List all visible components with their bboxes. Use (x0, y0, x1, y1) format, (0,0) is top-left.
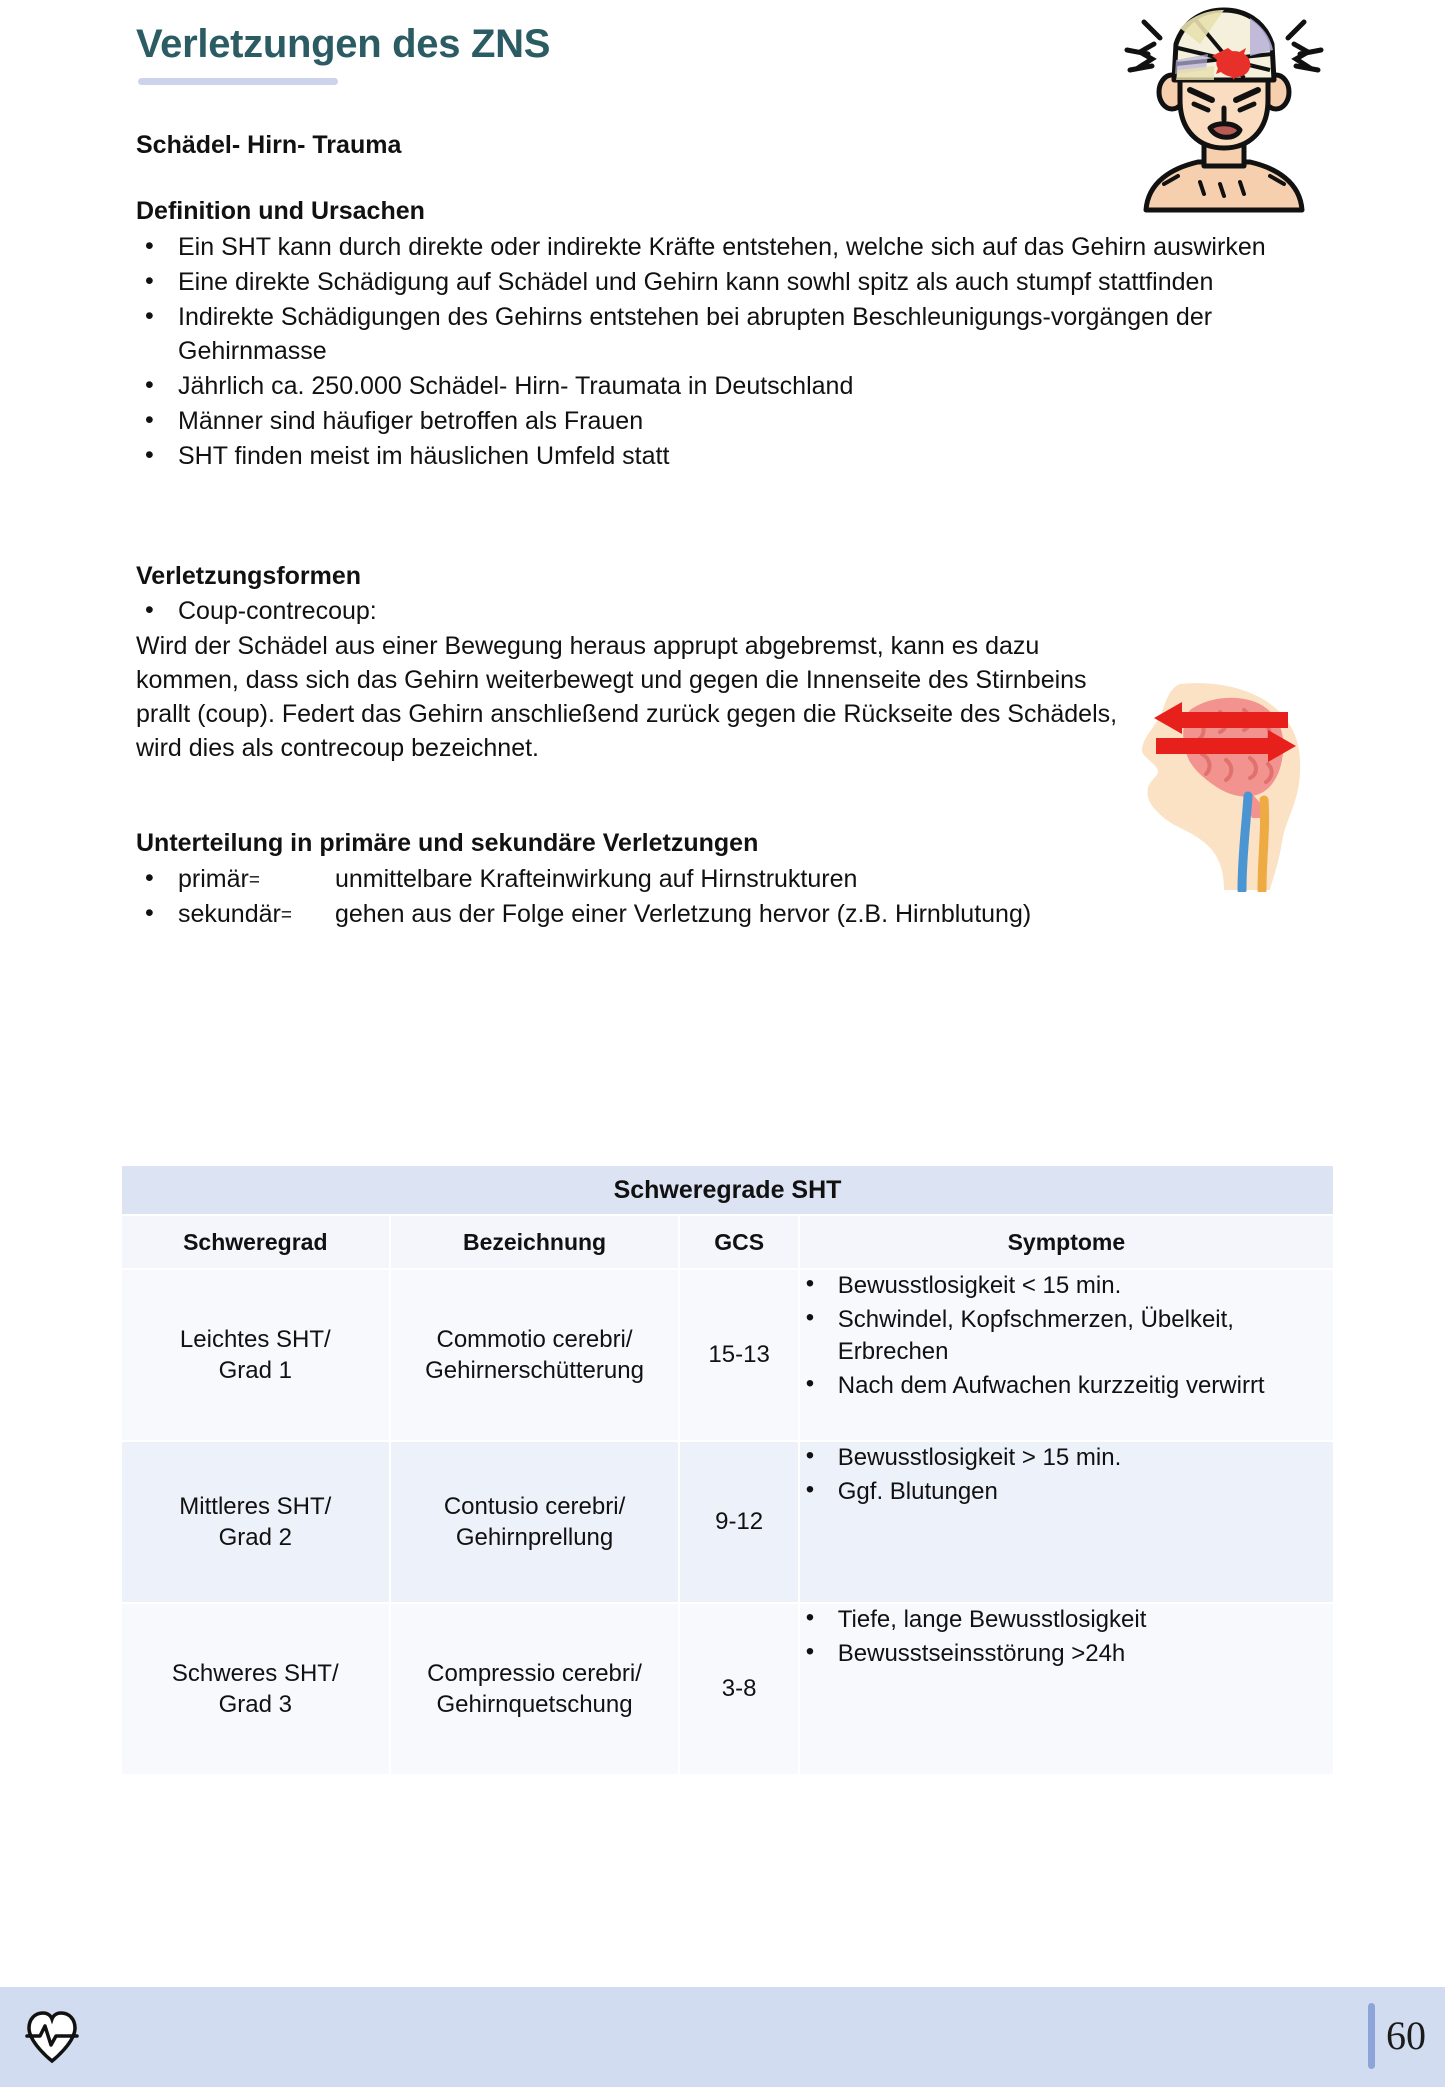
page-footer (0, 1987, 1445, 2087)
bullet-glyph: • (145, 370, 154, 399)
column-header-gcs: GCS (680, 1216, 797, 1268)
heading-unterteilung: Unterteilung in primäre und sekundäre Verletzungen (136, 829, 759, 858)
list-item (136, 439, 1316, 473)
cell-text: Contusio cerebri/ Gehirnprellung (443, 1492, 626, 1551)
table-row (122, 1604, 1333, 1774)
list-item (136, 230, 1316, 264)
table-caption: Schweregrade SHT (122, 1166, 1333, 1214)
spacer (136, 765, 1316, 827)
list-item (136, 404, 1316, 438)
list-item (136, 265, 1316, 299)
bullet-glyph: • (145, 405, 154, 434)
list-item (800, 1442, 1333, 1474)
cell-bezeichnung (391, 1604, 679, 1774)
term-definition: gehen aus der Folge einer Verletzung hervor (z.B. Hirnblutung) (334, 899, 1032, 928)
cell-schweregrad (122, 1442, 389, 1602)
page-title: Verletzungen des ZNS (136, 22, 551, 66)
cell-gcs: 3-8 (680, 1604, 797, 1774)
term-label (178, 862, 328, 896)
cell-text: Compressio cerebri/ Gehirnquetschung (427, 1659, 642, 1718)
document-body (136, 130, 1316, 932)
bullet-glyph: • (145, 596, 154, 625)
term-definition: unmittelbare Krafteinwirkung auf Hirnstrukturen (334, 864, 858, 893)
title-underline (138, 78, 338, 85)
bullet-glyph: • (805, 1270, 815, 1297)
list-item-text: Tiefe, lange Bewusstlosigkeit (837, 1606, 1147, 1633)
cell-schweregrad (122, 1270, 389, 1440)
heart-pulse-icon (24, 2009, 80, 2065)
cell-symptome (800, 1270, 1333, 1440)
list-item-text: Indirekte Schädigungen des Gehirns entstehen bei abrupten Beschleunigungs-vorgängen der Gehirnmasse (178, 302, 1213, 365)
cell-symptome (800, 1604, 1333, 1774)
cell-schweregrad (122, 1604, 389, 1774)
cell-text: Leichtes SHT/ Grad 1 (179, 1325, 331, 1384)
footer-separator (1368, 2003, 1375, 2069)
column-header-symptome: Symptome (800, 1216, 1333, 1268)
list-item (800, 1370, 1333, 1402)
formen-bullet-list (136, 594, 1316, 628)
schweregrade-table-wrapper (120, 1164, 1335, 1776)
list-item-text: Jährlich ca. 250.000 Schädel- Hirn- Traumata in Deutschland (178, 371, 854, 400)
bullet-glyph: • (145, 863, 154, 892)
cell-symptome (800, 1442, 1333, 1602)
bullet-glyph: • (145, 266, 154, 295)
bullet-glyph: • (805, 1442, 815, 1469)
column-header-schweregrad: Schweregrad (122, 1216, 389, 1268)
bullet-glyph: • (145, 231, 154, 260)
list-item (800, 1476, 1333, 1508)
coup-contrecoup-paragraph: Wird der Schädel aus einer Bewegung heraus apprupt abgebremst, kann es dazu kommen, dass sich das Gehirn weiterbewegt und gegen die Innenseite des Stirnbeins prallt (coup). Federt das Gehirn anschließend zurück gegen die Rückseite des Schädels, wird dies als contrecoup bezeichnet. (136, 632, 1118, 763)
cell-text: Mittleres SHT/ Grad 2 (179, 1492, 332, 1551)
cell-bezeichnung (391, 1442, 679, 1602)
bullet-glyph: • (805, 1369, 815, 1397)
list-item-text: Schwindel, Kopfschmerzen, Übelkeit, Erbrechen (837, 1305, 1234, 1365)
table-row (122, 1442, 1333, 1602)
list-item-text: Nach dem Aufwachen kurzzeitig verwirrt (837, 1371, 1265, 1399)
list-item (800, 1270, 1333, 1302)
list-item (800, 1604, 1333, 1636)
symptom-list (800, 1442, 1333, 1508)
page-title-block (136, 22, 550, 66)
definition-row-sekundaer (136, 897, 1316, 931)
bullet-glyph: • (805, 1303, 815, 1331)
list-item-text: SHT finden meist im häuslichen Umfeld statt (178, 441, 670, 470)
schweregrade-table (120, 1164, 1335, 1776)
definition-bullet-list (136, 230, 1316, 473)
list-item (136, 300, 1316, 368)
list-item (136, 594, 1316, 628)
symptom-list (800, 1270, 1333, 1402)
bullet-glyph: • (145, 301, 154, 330)
list-item-text: Ein SHT kann durch direkte oder indirekte Kräfte entstehen, welche sich auf das Gehirn auswirken (178, 232, 1266, 261)
list-item-text: Bewusstseinsstörung >24h (837, 1639, 1126, 1667)
cell-text: Schweres SHT/ Grad 3 (171, 1659, 339, 1718)
heading-verletzungsformen: Verletzungsformen (136, 561, 362, 590)
term-label (178, 897, 328, 931)
list-item-text: Bewusstlosigkeit > 15 min. (837, 1444, 1122, 1471)
column-header-bezeichnung: Bezeichnung (391, 1216, 679, 1268)
list-item-text: Männer sind häufiger betroffen als Frauen (178, 406, 644, 435)
cell-gcs: 9-12 (680, 1442, 797, 1602)
list-item-text: Eine direkte Schädigung auf Schädel und Gehirn kann sowhl spitz als auch stumpf stattfinden (178, 267, 1214, 296)
bullet-glyph: • (145, 898, 154, 927)
cell-text: Commotio cerebri/ Gehirnerschütterung (425, 1325, 644, 1384)
equals-sign: = (248, 869, 260, 891)
section-subtitle: Schädel- Hirn- Trauma (136, 131, 402, 159)
definition-row-primaer (136, 862, 1316, 896)
cell-gcs: 15-13 (680, 1270, 797, 1440)
bullet-glyph: • (145, 440, 154, 469)
list-item (136, 369, 1316, 403)
list-item-text: Coup-contrecoup: (178, 597, 377, 626)
list-item-text: Bewusstlosigkeit < 15 min. (837, 1272, 1122, 1299)
table-header-row (122, 1216, 1333, 1268)
symptom-list (800, 1604, 1333, 1670)
equals-sign: = (280, 904, 292, 926)
heading-definition: Definition und Ursachen (136, 197, 425, 226)
term-text: primär (178, 864, 249, 893)
bullet-glyph: • (805, 1637, 815, 1665)
list-item (800, 1638, 1333, 1670)
list-item-text: Ggf. Blutungen (837, 1477, 998, 1505)
term-text: sekundär (178, 899, 281, 928)
table-caption-row (122, 1166, 1333, 1214)
page-number: 60 (1386, 2013, 1426, 2058)
table-row (122, 1270, 1333, 1440)
cell-bezeichnung (391, 1270, 679, 1440)
list-item (800, 1304, 1333, 1368)
bullet-glyph: • (805, 1604, 815, 1631)
spacer (136, 474, 1316, 560)
bullet-glyph: • (805, 1475, 815, 1503)
